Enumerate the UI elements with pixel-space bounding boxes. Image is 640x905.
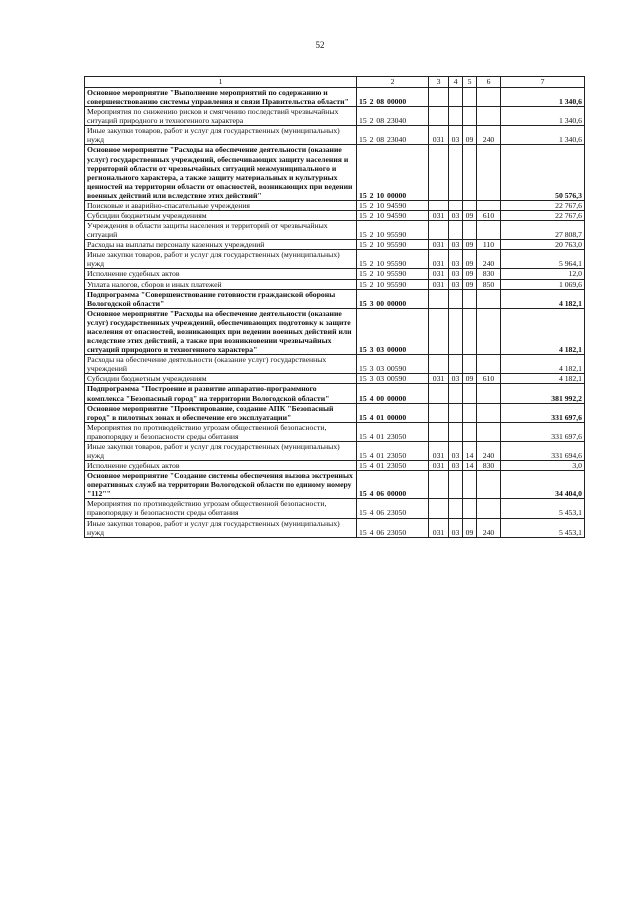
row-subsection	[463, 88, 477, 107]
table-row	[85, 499, 585, 518]
row-expense-type	[477, 471, 501, 499]
row-amount: 331 694,6	[501, 441, 585, 460]
row-code: 15 3 03 00590	[357, 355, 429, 374]
row-name: Подпрограмма "Построение и развитие аппаратно-программного комплекса "Безопасный город" на территории Вологодской области"	[85, 384, 357, 403]
row-department: 031	[429, 461, 449, 471]
row-section: 03	[449, 441, 463, 460]
row-section	[449, 221, 463, 240]
table-row	[85, 289, 585, 308]
row-code: 15 3 03 00590	[357, 374, 429, 384]
row-department: 031	[429, 240, 449, 250]
row-expense-type	[477, 499, 501, 518]
row-code: 15 4 06 23050	[357, 499, 429, 518]
table-row	[85, 240, 585, 250]
row-department: 031	[429, 279, 449, 289]
row-code: 15 4 06 23050	[357, 518, 429, 537]
row-subsection: 09	[463, 211, 477, 221]
row-name: Учреждения в области защиты населения и территорий от чрезвычайных ситуаций	[85, 221, 357, 240]
row-section: 03	[449, 211, 463, 221]
row-code: 15 2 08 00000	[357, 88, 429, 107]
column-header: 7	[501, 77, 585, 88]
row-expense-type: 240	[477, 126, 501, 145]
column-header: 4	[449, 77, 463, 88]
table-row	[85, 126, 585, 145]
row-expense-type: 240	[477, 441, 501, 460]
row-name: Исполнение судебных актов	[85, 269, 357, 279]
row-department	[429, 145, 449, 200]
row-expense-type	[477, 200, 501, 210]
table-row	[85, 471, 585, 499]
row-section: 03	[449, 374, 463, 384]
budget-table	[84, 76, 585, 538]
row-name: Расходы на выплаты персоналу казенных учреждений	[85, 240, 357, 250]
row-name: Основное мероприятие "Создание системы обеспечения вызова экстренных оперативных служб на территории Вологодской области по единому номеру "112""	[85, 471, 357, 499]
row-section: 03	[449, 126, 463, 145]
row-amount: 1 340,6	[501, 126, 585, 145]
row-name: Мероприятия по противодействию угрозам общественной безопасности, правопорядку и безопасности среды обитания	[85, 499, 357, 518]
table-row	[85, 221, 585, 240]
row-subsection: 14	[463, 441, 477, 460]
row-name: Исполнение судебных актов	[85, 461, 357, 471]
row-department	[429, 221, 449, 240]
row-name: Иные закупки товаров, работ и услуг для государственных (муниципальных) нужд	[85, 250, 357, 269]
row-code: 15 3 00 00000	[357, 289, 429, 308]
row-amount: 22 767,6	[501, 211, 585, 221]
table-row	[85, 269, 585, 279]
row-expense-type: 240	[477, 518, 501, 537]
row-expense-type	[477, 221, 501, 240]
row-amount: 4 182,1	[501, 289, 585, 308]
row-department: 031	[429, 211, 449, 221]
row-department	[429, 355, 449, 374]
row-subsection	[463, 145, 477, 200]
row-department	[429, 422, 449, 441]
row-expense-type	[477, 384, 501, 403]
row-expense-type	[477, 88, 501, 107]
row-code: 15 2 10 95590	[357, 240, 429, 250]
row-subsection: 09	[463, 518, 477, 537]
row-code: 15 2 10 95590	[357, 221, 429, 240]
row-subsection	[463, 384, 477, 403]
row-name: Субсидии бюджетным учреждениям	[85, 211, 357, 221]
row-amount: 4 182,1	[501, 374, 585, 384]
row-expense-type: 830	[477, 269, 501, 279]
row-code: 15 2 08 23040	[357, 107, 429, 126]
row-subsection	[463, 403, 477, 422]
table-row	[85, 422, 585, 441]
row-name: Основное мероприятие "Расходы на обеспечение деятельности (оказание услуг) государственных учреждений, обеспечивающих подготовку к защите населения от опасностей, возникающих при ведении военных действий или вследствие этих действий, а также при возникновении чрезвычайных ситуаций природного и техногенного характера"	[85, 308, 357, 354]
row-section	[449, 200, 463, 210]
table-row	[85, 441, 585, 460]
row-subsection	[463, 471, 477, 499]
row-code: 15 2 10 94590	[357, 200, 429, 210]
row-expense-type: 850	[477, 279, 501, 289]
table-row	[85, 403, 585, 422]
row-expense-type	[477, 308, 501, 354]
row-name: Мероприятия по снижению рисков и смягчению последствий чрезвычайных ситуаций природного и техногенного характера	[85, 107, 357, 126]
row-department: 031	[429, 126, 449, 145]
row-subsection	[463, 107, 477, 126]
row-name: Подпрограмма "Совершенствование готовности гражданской обороны Вологодской области"	[85, 289, 357, 308]
row-department	[429, 289, 449, 308]
column-header: 5	[463, 77, 477, 88]
row-expense-type: 610	[477, 374, 501, 384]
column-header: 6	[477, 77, 501, 88]
row-code: 15 2 10 95590	[357, 250, 429, 269]
row-section	[449, 355, 463, 374]
table-row	[85, 279, 585, 289]
row-department: 031	[429, 518, 449, 537]
row-code: 15 2 10 95590	[357, 269, 429, 279]
table-row	[85, 88, 585, 107]
row-code: 15 2 10 94590	[357, 211, 429, 221]
row-name: Расходы на обеспечение деятельности (оказание услуг) государственных учреждений	[85, 355, 357, 374]
row-section: 03	[449, 269, 463, 279]
row-expense-type: 830	[477, 461, 501, 471]
row-amount: 1 069,6	[501, 279, 585, 289]
row-expense-type	[477, 355, 501, 374]
row-subsection: 09	[463, 240, 477, 250]
row-amount: 50 576,3	[501, 145, 585, 200]
row-name: Основное мероприятие "Проектирование, создание АПК "Безопасный город" в пилотных зонах и обеспечение его эксплуатации"	[85, 403, 357, 422]
row-department	[429, 107, 449, 126]
row-section	[449, 107, 463, 126]
table-row	[85, 145, 585, 200]
row-name: Субсидии бюджетным учреждениям	[85, 374, 357, 384]
table-body	[85, 88, 585, 538]
row-amount: 1 340,6	[501, 107, 585, 126]
row-section: 03	[449, 518, 463, 537]
row-amount: 27 808,7	[501, 221, 585, 240]
row-section	[449, 471, 463, 499]
table-row	[85, 308, 585, 354]
row-section	[449, 145, 463, 200]
column-header: 3	[429, 77, 449, 88]
row-department: 031	[429, 250, 449, 269]
row-code: 15 4 00 00000	[357, 384, 429, 403]
row-department	[429, 308, 449, 354]
row-department	[429, 471, 449, 499]
row-code: 15 4 06 00000	[357, 471, 429, 499]
row-code: 15 4 01 23050	[357, 422, 429, 441]
row-expense-type: 110	[477, 240, 501, 250]
row-expense-type: 610	[477, 211, 501, 221]
row-subsection: 09	[463, 250, 477, 269]
row-department	[429, 384, 449, 403]
row-department	[429, 403, 449, 422]
row-name: Иные закупки товаров, работ и услуг для государственных (муниципальных) нужд	[85, 441, 357, 460]
row-subsection	[463, 499, 477, 518]
row-amount: 4 182,1	[501, 355, 585, 374]
row-amount: 22 767,6	[501, 200, 585, 210]
row-code: 15 2 10 95590	[357, 279, 429, 289]
row-department	[429, 88, 449, 107]
row-subsection	[463, 355, 477, 374]
row-code: 15 3 03 00000	[357, 308, 429, 354]
row-department: 031	[429, 374, 449, 384]
table-row	[85, 355, 585, 374]
row-expense-type	[477, 289, 501, 308]
row-department	[429, 499, 449, 518]
row-code: 15 2 10 00000	[357, 145, 429, 200]
header-row	[85, 77, 585, 88]
row-amount: 20 763,0	[501, 240, 585, 250]
row-section: 03	[449, 240, 463, 250]
row-subsection	[463, 200, 477, 210]
row-expense-type	[477, 145, 501, 200]
row-amount: 4 182,1	[501, 308, 585, 354]
table-row	[85, 384, 585, 403]
row-code: 15 4 01 23050	[357, 441, 429, 460]
table-row	[85, 518, 585, 537]
row-expense-type	[477, 422, 501, 441]
row-name: Основное мероприятие "Выполнение мероприятий по содержанию и совершенствованию системы управления и связи Правительства области"	[85, 88, 357, 107]
table-header	[85, 77, 585, 88]
row-amount: 5 964,1	[501, 250, 585, 269]
row-subsection: 09	[463, 269, 477, 279]
row-subsection: 14	[463, 461, 477, 471]
row-section	[449, 289, 463, 308]
row-name: Иные закупки товаров, работ и услуг для государственных (муниципальных) нужд	[85, 126, 357, 145]
row-name: Иные закупки товаров, работ и услуг для государственных (муниципальных) нужд	[85, 518, 357, 537]
row-name: Основное мероприятие "Расходы на обеспечение деятельности (оказание услуг) государственных учреждений, обеспечивающих защиту населения и территорий области от чрезвычайных ситуаций межмуниципального и регионального характера, а также защиту материальных и культурных ценностей на территории области от опасностей, возникающих при ведении военных действий или вследствие этих действий"	[85, 145, 357, 200]
row-amount: 381 992,2	[501, 384, 585, 403]
page-number: 52	[315, 40, 325, 50]
row-subsection	[463, 422, 477, 441]
table-row	[85, 107, 585, 126]
row-amount: 12,0	[501, 269, 585, 279]
row-name: Мероприятия по противодействию угрозам общественной безопасности, правопорядку и безопасности среды обитания	[85, 422, 357, 441]
table-row	[85, 200, 585, 210]
row-section	[449, 88, 463, 107]
row-amount: 331 697,6	[501, 403, 585, 422]
row-expense-type	[477, 107, 501, 126]
row-subsection	[463, 289, 477, 308]
table-row	[85, 250, 585, 269]
row-section	[449, 422, 463, 441]
row-section: 03	[449, 461, 463, 471]
row-amount: 331 697,6	[501, 422, 585, 441]
row-section	[449, 384, 463, 403]
table-row	[85, 211, 585, 221]
row-amount: 3,0	[501, 461, 585, 471]
row-section	[449, 403, 463, 422]
row-department	[429, 200, 449, 210]
row-amount: 5 453,1	[501, 518, 585, 537]
row-section	[449, 308, 463, 354]
row-expense-type: 240	[477, 250, 501, 269]
row-subsection	[463, 308, 477, 354]
row-department: 031	[429, 441, 449, 460]
row-subsection: 09	[463, 374, 477, 384]
row-section	[449, 499, 463, 518]
row-department: 031	[429, 269, 449, 279]
row-section: 03	[449, 279, 463, 289]
table-row	[85, 374, 585, 384]
row-amount: 34 404,0	[501, 471, 585, 499]
row-amount: 1 340,6	[501, 88, 585, 107]
row-code: 15 2 08 23040	[357, 126, 429, 145]
column-header: 1	[85, 77, 357, 88]
row-amount: 5 453,1	[501, 499, 585, 518]
column-header: 2	[357, 77, 429, 88]
table-row	[85, 461, 585, 471]
row-code: 15 4 01 23050	[357, 461, 429, 471]
row-subsection: 09	[463, 126, 477, 145]
row-expense-type	[477, 403, 501, 422]
row-section: 03	[449, 250, 463, 269]
row-name: Уплата налогов, сборов и иных платежей	[85, 279, 357, 289]
row-subsection	[463, 221, 477, 240]
row-code: 15 4 01 00000	[357, 403, 429, 422]
row-subsection: 09	[463, 279, 477, 289]
row-name: Поисковые и аварийно-спасательные учреждения	[85, 200, 357, 210]
